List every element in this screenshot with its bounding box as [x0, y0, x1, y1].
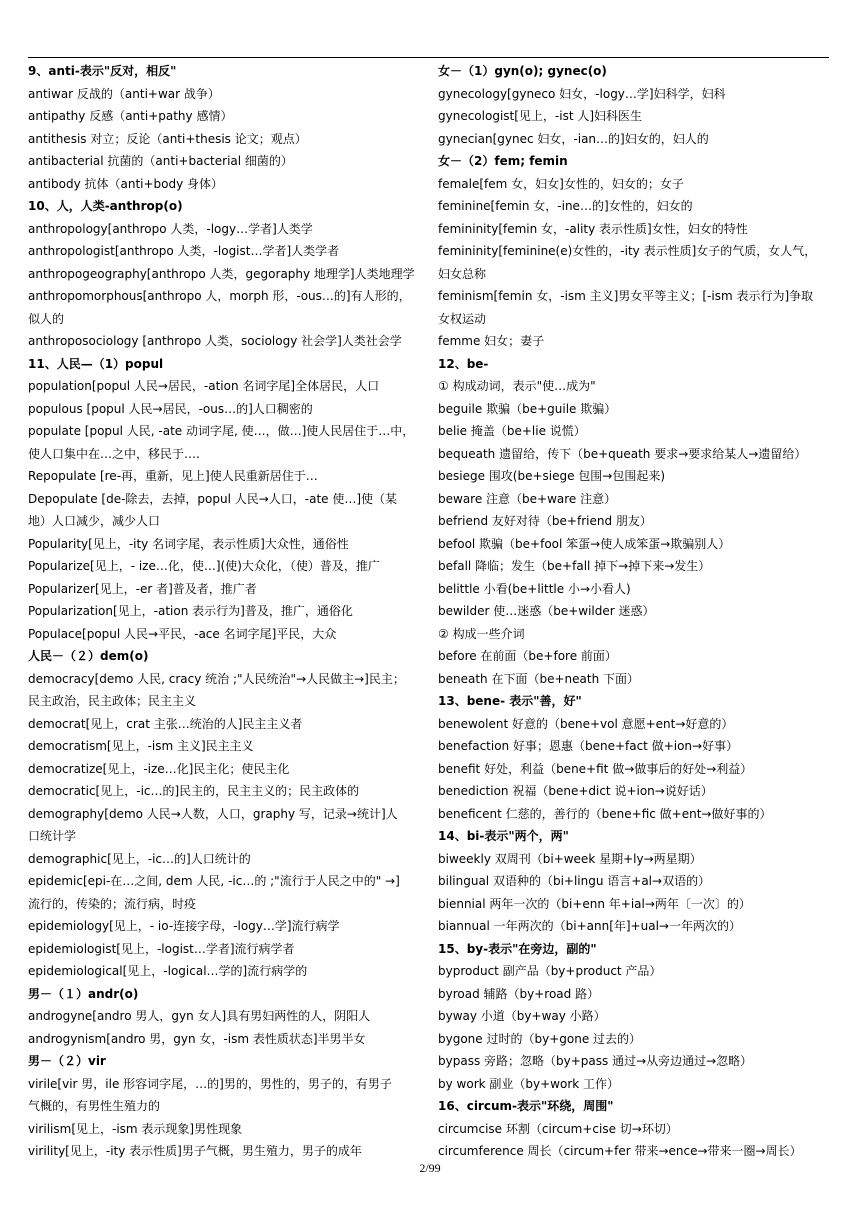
entry-line: benewolent 好意的（bene+vol 意愿+ent→好意的）	[438, 716, 734, 731]
entry-line: 气概的，有男性生殖力的	[28, 1099, 161, 1113]
entry-line: by work 副业（by+work 工作）	[438, 1076, 620, 1091]
section-heading: 15、by-表示"在旁边，副的"	[438, 941, 597, 956]
entry-line: epidemiological[见上，-logical…学的]流行病学的	[28, 964, 308, 978]
entry-line: befool 欺骗（be+fool 笨蛋→使人成笨蛋→欺骗别人）	[438, 536, 731, 551]
entry-line: antithesis 对立；反论（anti+thesis 论文；观点）	[28, 131, 307, 146]
entry-line: democracy[demo 人民, cracy 统治 ;"人民统治"→人民做主→]民主；	[28, 671, 405, 686]
section-heading: 11、人民—（1）popul	[28, 356, 164, 371]
entry-line: anthropogeography[anthropo 人类，gegoraphy 地理学]人类地理学	[28, 266, 415, 281]
entry-line: belittle 小看(be+little 小→小看人)	[438, 581, 631, 596]
entry-line: virility[见上，-ity 表示性质]男子气概，男生殖力，男子的成年	[28, 1144, 362, 1158]
entry-line: female[fem 女，妇女]女性的，妇女的；女子	[438, 176, 684, 191]
entry-line: anthropology[anthropo 人类，-logy…学者]人类学	[28, 221, 313, 236]
entry-line: beware 注意（be+ware 注意）	[438, 491, 617, 506]
entry-line: byroad 辅路（by+road 路）	[438, 986, 600, 1001]
entry-line: population[popul 人民→居民，-ation 名词字尾]全体居民，人口	[28, 379, 380, 393]
right-column	[438, 60, 833, 1163]
entry-line: beneath 在下面（be+neath 下面）	[438, 671, 639, 686]
entry-line: byproduct 副产品（by+product 产品）	[438, 964, 662, 978]
entry-line: Popularity[见上，-ity 名词字尾，表示性质]大众性，通俗性	[28, 536, 349, 551]
entry-line: befall 降临；发生（be+fall 掉下→掉下来→发生）	[438, 559, 711, 573]
entry-line: 地）人口减少，减少人口	[28, 514, 161, 528]
entry-line: bilingual 双语种的（bi+lingu 语言+al→双语的）	[438, 874, 711, 888]
entry-line: gynecologist[见上，-ist 人]妇科医生	[438, 109, 643, 123]
entry-line: benefaction 好事；恩惠（bene+fact 做+ion→好事）	[438, 739, 739, 753]
entry-line: byway 小道（by+way 小路）	[438, 1009, 606, 1023]
entry-line: belie 掩盖（be+lie 说慌）	[438, 424, 586, 438]
entry-line: virilism[见上，-ism 表示现象]男性现象	[28, 1121, 243, 1136]
entry-line: beguile 欺骗（be+guile 欺骗）	[438, 401, 617, 416]
entry-line: 妇女总称	[438, 266, 487, 281]
entry-line: democratism[见上，-ism 主义]民主主义	[28, 739, 254, 753]
section-heading: 男－（１）andr(o)	[28, 986, 139, 1001]
entry-line: epidemiologist[见上，-logist…学者]流行病学者	[28, 941, 295, 956]
entry-line: 似人的	[28, 311, 65, 326]
entry-line: benediction 祝福（bene+dict 说+ion→说好话）	[438, 784, 713, 798]
entry-line: feminism[femin 女，-ism 主义]男女平等主义；[-ism 表示行为]争取	[438, 289, 814, 303]
section-heading: 女－（1）gyn(o); gynec(o)	[438, 64, 607, 78]
section-heading: 16、circum-表示"环绕，周围"	[438, 1099, 614, 1113]
entry-line: Repopulate [re-再，重新，见上]使人民重新居住于…	[28, 469, 318, 483]
entry-line: democratic[见上，-ic…的]民主的，民主主义的；民主政体的	[28, 784, 360, 798]
entry-line: antibody 抗体（anti+body 身体）	[28, 176, 224, 191]
section-heading: 9、anti-表示"反对，相反"	[28, 64, 177, 78]
entry-line: Populace[popul 人民→平民，-ace 名词字尾]平民，大众	[28, 626, 337, 641]
entry-line: femme 妇女；妻子	[438, 334, 545, 348]
section-heading: 10、人，人类-anthrop(o)	[28, 199, 183, 213]
section-heading: 12、be-	[438, 356, 489, 371]
entry-line: Popularize[见上，- ize…化，使…](使)大众化，（使）普及，推广	[28, 559, 380, 573]
entry-line: democrat[见上，crat 主张…统治的人]民主主义者	[28, 716, 303, 731]
entry-line: biweekly 双周刊（bi+week 星期+ly→两星期）	[438, 851, 702, 866]
entry-line: femininity[feminine(e)女性的，-ity 表示性质]女子的气质，女人气，	[438, 244, 817, 258]
entry-line: anthroposociology [anthropo 人类，sociology 社会学]人类社会学	[28, 334, 402, 348]
entry-line: ② 构成一些介词	[438, 626, 525, 641]
entry-line: demographic[见上，-ic…的]人口统计的	[28, 851, 251, 866]
section-heading: 13、bene- 表示"善，好"	[438, 694, 582, 708]
entry-line: befriend 友好对待（be+friend 朋友）	[438, 514, 652, 528]
entry-line: beneficent 仁慈的，善行的（bene+fic 做+ent→做好事的）	[438, 806, 772, 821]
entry-line: demography[demo 人民→人数，人口，graphy 写，记录→统计]人	[28, 806, 398, 821]
entry-line: circumference 周长（circum+fer 带来→ence→带来一圈→周长）	[438, 1144, 802, 1158]
entry-line: Popularization[见上，-ation 表示行为]普及，推广，通俗化	[28, 604, 353, 618]
entry-line: biennial 两年一次的（bi+enn 年+ial→两年〔一次〕的）	[438, 896, 751, 911]
entry-line: epidemic[epi-在…之间, dem 人民, -ic…的 ;"流行于人民之中的" →]	[28, 874, 400, 888]
entry-line: androgyne[andro 男人，gyn 女人]具有男妇两性的人，阴阳人	[28, 1009, 371, 1023]
entry-line: antiwar 反战的（anti+war 战争）	[28, 86, 220, 101]
entry-line: before 在前面（be+fore 前面）	[438, 649, 617, 663]
entry-line: gynecology[gyneco 妇女，-logy…学]妇科学，妇科	[438, 86, 726, 101]
entry-line: bygone 过时的（by+gone 过去的）	[438, 1031, 642, 1046]
entry-line: ① 构成动词，表示"使…成为"	[438, 379, 596, 393]
header-rule	[28, 57, 829, 58]
entry-line: 民主政治，民主政体；民主主义	[28, 694, 197, 708]
entry-line: antipathy 反感（anti+pathy 感情）	[28, 109, 233, 123]
entry-line: antibacterial 抗菌的（anti+bacterial 细菌的）	[28, 154, 293, 168]
entry-line: populous [popul 人民→居民，-ous…的]人口稠密的	[28, 401, 313, 416]
page-number: 2/99	[419, 1161, 441, 1175]
entry-line: anthropomorphous[anthropo 人，morph 形，-ous…的]有人形的，	[28, 289, 411, 303]
entry-line: circumcise 环割（circum+cise 切→环切）	[438, 1121, 678, 1136]
entry-line: anthropologist[anthropo 人类，-logist…学者]人类学者	[28, 244, 340, 258]
section-heading: 女－（2）fem; femin	[438, 154, 568, 168]
entry-line: benefit 好处，利益（bene+fit 做→做事后的好处→利益）	[438, 761, 753, 776]
section-heading: 14、bi-表示"两个，两"	[438, 829, 569, 843]
entry-line: biannual 一年两次的（bi+ann[年]+ual→一年两次的）	[438, 919, 741, 933]
entry-line: Popularizer[见上，-er 者]普及者，推广者	[28, 581, 257, 596]
entry-line: Depopulate [de-除去，去掉，popul 人民→人口，-ate 使…]使（某	[28, 491, 398, 506]
entry-line: bequeath 遗留给，传下（be+queath 要求→要求给某人→遗留给）	[438, 446, 807, 461]
entry-line: bewilder 使…迷惑（be+wilder 迷惑）	[438, 604, 655, 618]
entry-line: democratize[见上，-ize…化]民主化；使民主化	[28, 761, 290, 776]
entry-line: bypass 旁路；忽略（by+pass 通过→从旁边通过→忽略）	[438, 1054, 753, 1068]
entry-line: androgynism[andro 男，gyn 女，-ism 表性质状态]半男半女	[28, 1031, 366, 1046]
entry-line: feminine[femin 女，-ine…的]女性的，妇女的	[438, 199, 693, 213]
entry-line: virile[vir 男，ile 形容词字尾，…的]男的，男性的，男子的，有男子	[28, 1076, 392, 1091]
entry-line: 口统计学	[28, 829, 77, 843]
left-column	[28, 60, 423, 1163]
entry-line: 流行的，传染的；流行病，时疫	[28, 896, 197, 911]
entry-line: 使人口集中在…之中，移民于….	[28, 446, 200, 461]
entry-line: populate [popul 人民, -ate 动词字尾, 使…，做…]使人民居住于…中，	[28, 424, 415, 438]
entry-line: 女权运动	[438, 311, 487, 326]
entry-line: femininity[femin 女，-ality 表示性质]女性，妇女的特性	[438, 221, 748, 236]
entry-line: gynecian[gynec 妇女，-ian…的]妇女的，妇人的	[438, 131, 709, 146]
entry-line: besiege 围攻(be+siege 包围→包围起来)	[438, 469, 666, 483]
section-heading: 男－（２）vir	[28, 1054, 106, 1068]
section-heading: 人民－（２）dem(o)	[28, 649, 149, 663]
entry-line: epidemiology[见上，- io-连接字母，-logy…学]流行病学	[28, 919, 340, 933]
